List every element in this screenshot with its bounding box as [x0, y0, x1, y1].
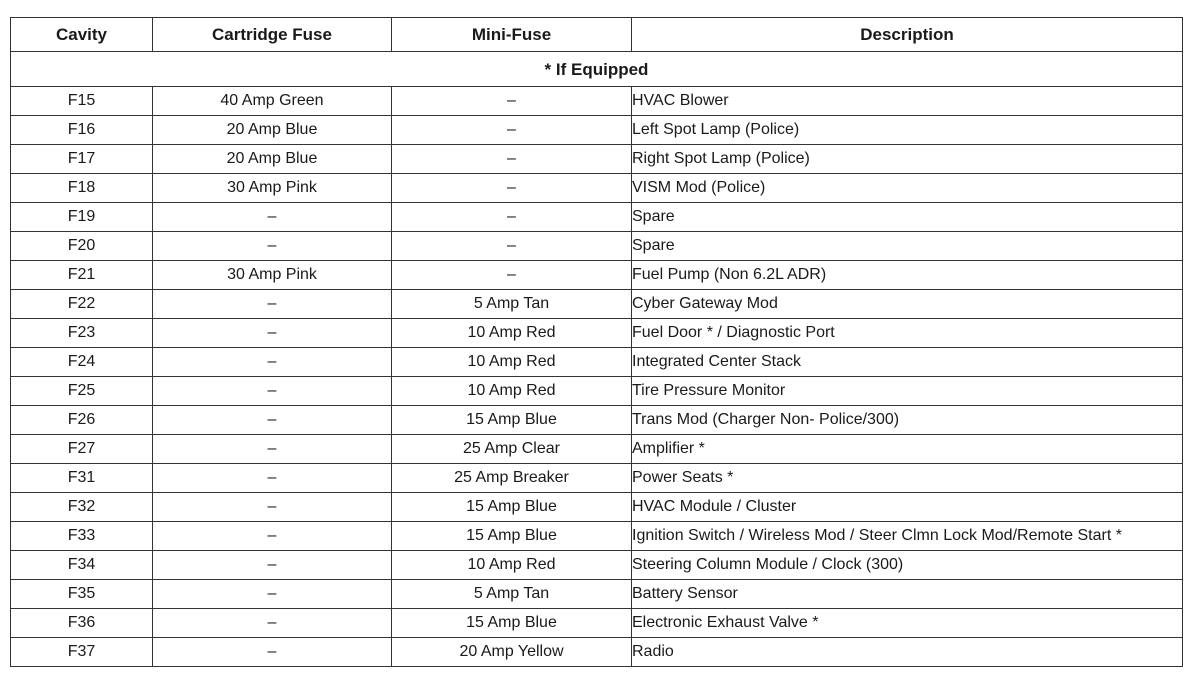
- cell-mini-fuse: 10 Amp Red: [392, 348, 632, 377]
- cell-cavity: F19: [11, 203, 153, 232]
- table-row: [11, 406, 1183, 435]
- cell-cartridge-fuse: –: [153, 406, 392, 435]
- cell-description: Cyber Gateway Mod: [632, 290, 1183, 319]
- cell-mini-fuse: 15 Amp Blue: [392, 609, 632, 638]
- cell-cavity: F23: [11, 319, 153, 348]
- table-row: [11, 261, 1183, 290]
- cell-mini-fuse: –: [392, 145, 632, 174]
- cell-description: HVAC Blower: [632, 87, 1183, 116]
- cell-cavity: F16: [11, 116, 153, 145]
- cell-cavity: F32: [11, 493, 153, 522]
- fuse-table-container: [10, 17, 1182, 667]
- cell-description: Trans Mod (Charger Non- Police/300): [632, 406, 1183, 435]
- cell-mini-fuse: –: [392, 87, 632, 116]
- cell-cavity: F26: [11, 406, 153, 435]
- header-row: [11, 18, 1183, 52]
- table-row: [11, 464, 1183, 493]
- cell-cavity: F31: [11, 464, 153, 493]
- cell-description: Amplifier *: [632, 435, 1183, 464]
- cell-cartridge-fuse: –: [153, 319, 392, 348]
- cell-mini-fuse: 5 Amp Tan: [392, 290, 632, 319]
- cell-description: Spare: [632, 232, 1183, 261]
- cell-cavity: F34: [11, 551, 153, 580]
- header-cavity: Cavity: [11, 18, 153, 52]
- cell-cartridge-fuse: –: [153, 232, 392, 261]
- cell-cartridge-fuse: –: [153, 638, 392, 667]
- table-row: [11, 580, 1183, 609]
- cell-cavity: F25: [11, 377, 153, 406]
- cell-description: Electronic Exhaust Valve *: [632, 609, 1183, 638]
- cell-description: Ignition Switch / Wireless Mod / Steer Clmn Lock Mod/Remote Start *: [632, 522, 1183, 551]
- cell-cartridge-fuse: –: [153, 203, 392, 232]
- cell-description: Spare: [632, 203, 1183, 232]
- table-row: [11, 522, 1183, 551]
- cell-cartridge-fuse: 30 Amp Pink: [153, 261, 392, 290]
- cell-description: Fuel Door * / Diagnostic Port: [632, 319, 1183, 348]
- table-row: [11, 551, 1183, 580]
- cell-cavity: F21: [11, 261, 153, 290]
- header-cartridge-fuse: Cartridge Fuse: [153, 18, 392, 52]
- table-header: [11, 18, 1183, 52]
- table-row: [11, 348, 1183, 377]
- cell-cartridge-fuse: –: [153, 377, 392, 406]
- cell-cartridge-fuse: –: [153, 290, 392, 319]
- cell-description: Power Seats *: [632, 464, 1183, 493]
- cell-cartridge-fuse: –: [153, 464, 392, 493]
- cell-cartridge-fuse: 20 Amp Blue: [153, 116, 392, 145]
- header-mini-fuse: Mini-Fuse: [392, 18, 632, 52]
- cell-cartridge-fuse: –: [153, 493, 392, 522]
- cell-description: Tire Pressure Monitor: [632, 377, 1183, 406]
- cell-cavity: F36: [11, 609, 153, 638]
- cell-mini-fuse: –: [392, 203, 632, 232]
- cell-mini-fuse: 15 Amp Blue: [392, 406, 632, 435]
- cell-mini-fuse: –: [392, 232, 632, 261]
- table-row: [11, 638, 1183, 667]
- cell-mini-fuse: 5 Amp Tan: [392, 580, 632, 609]
- cell-cavity: F20: [11, 232, 153, 261]
- cell-cartridge-fuse: –: [153, 522, 392, 551]
- cell-cartridge-fuse: –: [153, 435, 392, 464]
- cell-mini-fuse: 15 Amp Blue: [392, 522, 632, 551]
- cell-mini-fuse: 25 Amp Clear: [392, 435, 632, 464]
- cell-description: VISM Mod (Police): [632, 174, 1183, 203]
- cell-mini-fuse: –: [392, 174, 632, 203]
- cell-cavity: F17: [11, 145, 153, 174]
- cell-mini-fuse: 10 Amp Red: [392, 377, 632, 406]
- table-row: [11, 232, 1183, 261]
- note-row: [11, 52, 1183, 87]
- cell-cartridge-fuse: –: [153, 580, 392, 609]
- cell-cartridge-fuse: –: [153, 348, 392, 377]
- table-row: [11, 87, 1183, 116]
- cell-mini-fuse: –: [392, 261, 632, 290]
- cell-mini-fuse: 10 Amp Red: [392, 319, 632, 348]
- cell-cartridge-fuse: 20 Amp Blue: [153, 145, 392, 174]
- table-row: [11, 203, 1183, 232]
- cell-cartridge-fuse: 40 Amp Green: [153, 87, 392, 116]
- table-row: [11, 319, 1183, 348]
- cell-cartridge-fuse: –: [153, 609, 392, 638]
- table-row: [11, 116, 1183, 145]
- table-row: [11, 493, 1183, 522]
- table-row: [11, 145, 1183, 174]
- table-row: [11, 174, 1183, 203]
- cell-description: Fuel Pump (Non 6.2L ADR): [632, 261, 1183, 290]
- cell-mini-fuse: 25 Amp Breaker: [392, 464, 632, 493]
- cell-cavity: F22: [11, 290, 153, 319]
- fuse-table: [10, 17, 1183, 667]
- table-row: [11, 290, 1183, 319]
- note-section: [11, 52, 1183, 87]
- cell-mini-fuse: –: [392, 116, 632, 145]
- cell-cartridge-fuse: –: [153, 551, 392, 580]
- cell-cavity: F35: [11, 580, 153, 609]
- cell-cavity: F33: [11, 522, 153, 551]
- cell-cavity: F18: [11, 174, 153, 203]
- table-row: [11, 377, 1183, 406]
- cell-mini-fuse: 20 Amp Yellow: [392, 638, 632, 667]
- cell-description: Integrated Center Stack: [632, 348, 1183, 377]
- cell-description: Radio: [632, 638, 1183, 667]
- cell-description: Left Spot Lamp (Police): [632, 116, 1183, 145]
- cell-description: HVAC Module / Cluster: [632, 493, 1183, 522]
- cell-cavity: F15: [11, 87, 153, 116]
- cell-cavity: F37: [11, 638, 153, 667]
- cell-description: Battery Sensor: [632, 580, 1183, 609]
- cell-description: Steering Column Module / Clock (300): [632, 551, 1183, 580]
- cell-cavity: F27: [11, 435, 153, 464]
- cell-mini-fuse: 15 Amp Blue: [392, 493, 632, 522]
- if-equipped-note: * If Equipped: [11, 52, 1183, 87]
- cell-mini-fuse: 10 Amp Red: [392, 551, 632, 580]
- table-row: [11, 609, 1183, 638]
- table-body: [11, 87, 1183, 667]
- cell-description: Right Spot Lamp (Police): [632, 145, 1183, 174]
- cell-cartridge-fuse: 30 Amp Pink: [153, 174, 392, 203]
- table-row: [11, 435, 1183, 464]
- cell-cavity: F24: [11, 348, 153, 377]
- header-description: Description: [632, 18, 1183, 52]
